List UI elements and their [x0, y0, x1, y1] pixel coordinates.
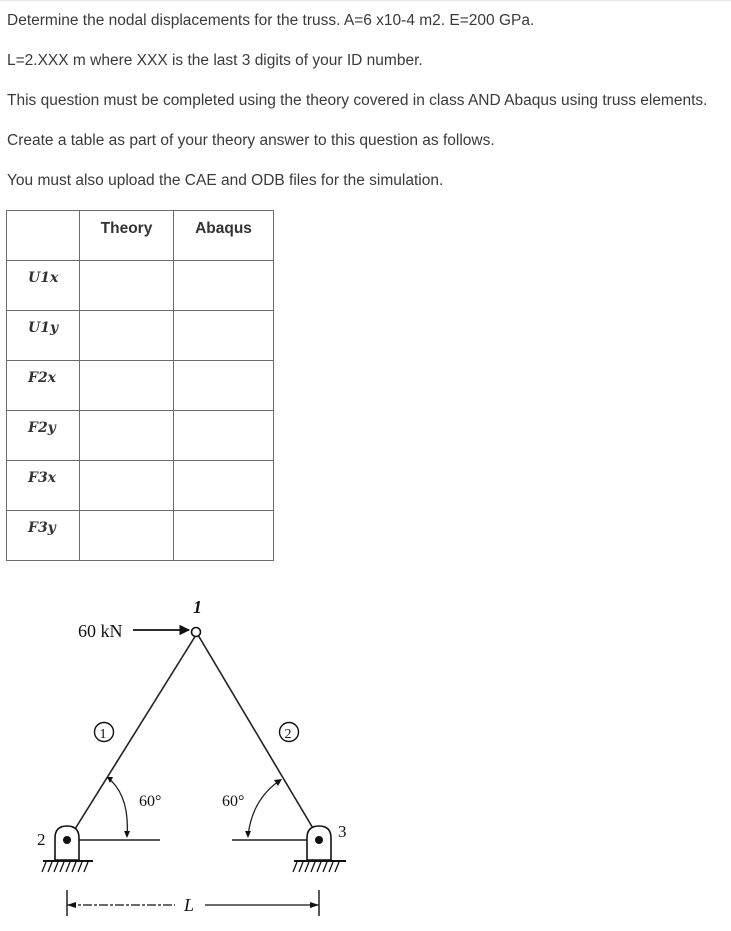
cell-abaqus[interactable]: [174, 411, 274, 461]
member-2-label: 2: [284, 727, 292, 742]
node-1-label: 1: [193, 597, 202, 617]
cell-theory[interactable]: [80, 311, 174, 361]
node-2-label: 2: [37, 830, 46, 849]
left-angle-label: 60°: [139, 793, 162, 810]
span-label: L: [184, 895, 195, 915]
results-table: [6, 210, 274, 561]
cell-theory[interactable]: [80, 411, 174, 461]
cell-theory[interactable]: [80, 461, 174, 511]
row-label-f3y: F3y: [7, 511, 80, 561]
table-row: [7, 361, 274, 411]
row-label-u1x: U1x: [7, 261, 80, 311]
question-line-4: Create a table as part of your theory answer to this question as follows.: [7, 132, 495, 149]
table-row: [7, 261, 274, 311]
question-line-1: Determine the nodal displacements for the truss. A=6 x10-4 m2. E=200 GPa.: [7, 12, 535, 29]
left-angle-arrowhead-bottom: [124, 831, 130, 838]
left-angle-arc: [107, 777, 127, 836]
left-pin-support: [42, 826, 93, 872]
right-angle-arrowhead-top: [274, 779, 282, 786]
truss-diagram: [0, 590, 400, 930]
table-header-theory: Theory: [80, 211, 174, 261]
cell-abaqus[interactable]: [174, 311, 274, 361]
table-header-blank: [7, 211, 80, 261]
cell-abaqus[interactable]: [174, 461, 274, 511]
right-angle-arc: [248, 781, 279, 836]
cell-abaqus[interactable]: [174, 511, 274, 561]
top-divider: [0, 0, 731, 1]
row-label-u1y: U1y: [7, 311, 80, 361]
member-1-label: 1: [99, 727, 107, 742]
truss-member-2: [198, 635, 320, 840]
table-row: [7, 511, 274, 561]
table-row: [7, 411, 274, 461]
right-angle-arrowhead-bottom: [245, 831, 251, 838]
row-label-f3x: F3x: [7, 461, 80, 511]
question-line-5: You must also upload the CAE and ODB files for the simulation.: [7, 172, 444, 189]
table-header-row: [7, 211, 274, 261]
table-row: [7, 311, 274, 361]
question-line-2: L=2.XXX m where XXX is the last 3 digits of your ID number.: [7, 52, 423, 69]
cell-theory[interactable]: [80, 261, 174, 311]
node-3-label: 3: [338, 822, 347, 841]
truss-member-1: [65, 635, 196, 845]
table-header-abaqus: Abaqus: [174, 211, 274, 261]
load-label: 60 kN: [78, 621, 123, 641]
cell-abaqus[interactable]: [174, 261, 274, 311]
cell-abaqus[interactable]: [174, 361, 274, 411]
right-angle-label: 60°: [222, 793, 245, 810]
row-label-f2y: F2y: [7, 411, 80, 461]
node-1-joint: [192, 628, 201, 637]
table-row: [7, 461, 274, 511]
cell-theory[interactable]: [80, 361, 174, 411]
cell-theory[interactable]: [80, 511, 174, 561]
question-line-3: This question must be completed using the theory covered in class AND Abaqus using truss elements.: [7, 92, 708, 109]
row-label-f2x: F2x: [7, 361, 80, 411]
